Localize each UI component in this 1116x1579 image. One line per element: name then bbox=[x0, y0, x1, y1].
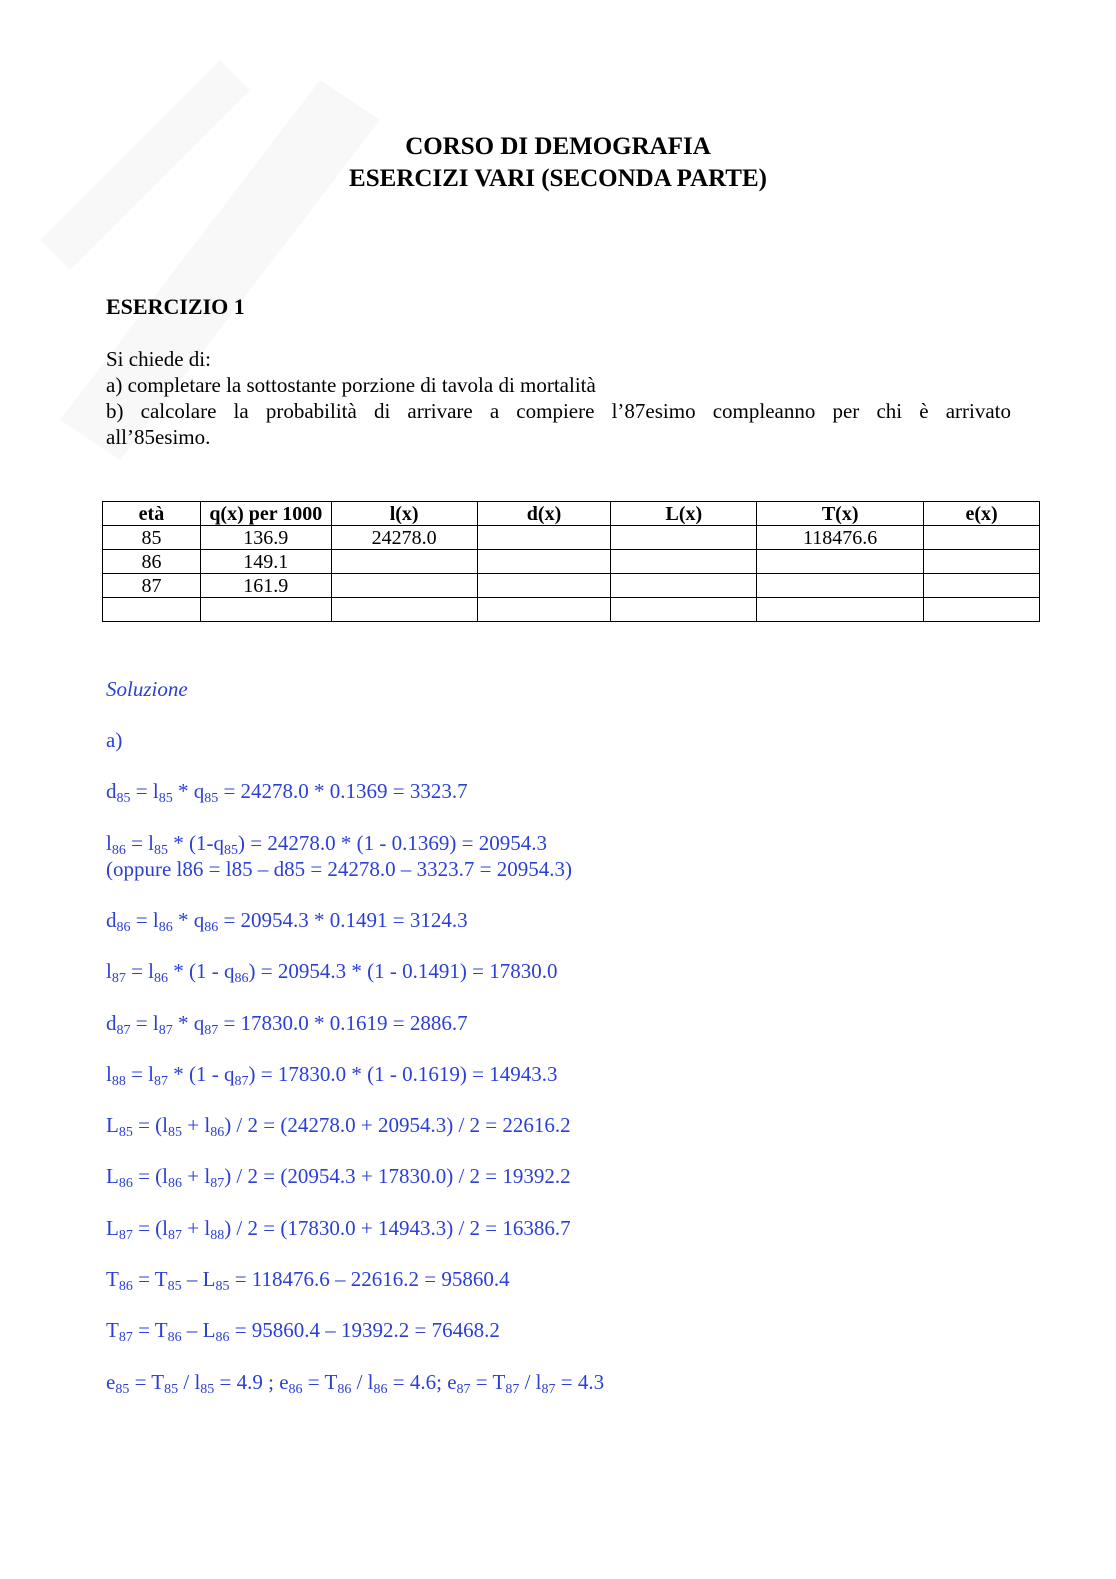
table-cell bbox=[103, 598, 201, 622]
table-cell bbox=[611, 598, 757, 622]
table-header-cell: e(x) bbox=[924, 502, 1040, 526]
solution-formula: (oppure l86 = l85 – d85 = 24278.0 – 3323.7 = 20954.3) bbox=[106, 857, 572, 881]
table-cell: 87 bbox=[103, 574, 201, 598]
table-cell: 149.1 bbox=[200, 550, 331, 574]
table-header-cell: L(x) bbox=[611, 502, 757, 526]
solution-formula: $l_{88} = l_{87} * (1 - q_{87}) = 17830.0 * (1 - 0.1619) = 14943.3$ bbox=[106, 1062, 558, 1089]
exercise-item-b-line2: all’85esimo. bbox=[106, 425, 211, 449]
solution-formula: $d_{86} = l_{86} * q_{86} = 20954.3 * 0.1491 = 3124.3$ bbox=[106, 908, 468, 935]
table-row bbox=[103, 526, 1040, 550]
exercise-item-b-line1: b) calcolare la probabilità di arrivare a compiere l’87esimo compleanno per chi è arrivato bbox=[106, 399, 1011, 423]
table-cell bbox=[200, 598, 331, 622]
table-cell bbox=[331, 598, 477, 622]
solution-formula: $L_{87} = (l_{87} + l_{88}) / 2 = (17830.0 + 14943.3) / 2 = 16386.7$ bbox=[106, 1216, 571, 1243]
table-cell bbox=[477, 598, 611, 622]
solution-formula: $d_{85} = l_{85} * q_{85} = 24278.0 * 0.1369 = 3323.7$ bbox=[106, 779, 468, 806]
table-cell bbox=[757, 550, 924, 574]
table-cell: 86 bbox=[103, 550, 201, 574]
document-subtitle: ESERCIZI VARI (SECONDA PARTE) bbox=[349, 165, 767, 192]
table-cell bbox=[924, 550, 1040, 574]
table-cell bbox=[611, 550, 757, 574]
table-cell bbox=[331, 574, 477, 598]
solution-formula: $T_{87} = T_{86} - L_{86} = 95860.4 - 19392.2 = 76468.2$ bbox=[106, 1318, 500, 1345]
exercise-intro: Si chiede di: bbox=[106, 347, 211, 371]
table-header-cell: T(x) bbox=[757, 502, 924, 526]
solution-formula: $L_{86} = (l_{86} + l_{87}) / 2 = (20954.3 + 17830.0) / 2 = 19392.2$ bbox=[106, 1164, 571, 1191]
table-cell: 136.9 bbox=[200, 526, 331, 550]
table-cell bbox=[611, 526, 757, 550]
table-cell bbox=[924, 574, 1040, 598]
solution-formula: $l_{86} = l_{85} * (1-q_{85}) = 24278.0 * (1 - 0.1369) = 20954.3$ bbox=[106, 831, 547, 858]
table-cell: 24278.0 bbox=[331, 526, 477, 550]
mortality-table bbox=[102, 501, 1040, 622]
table-row bbox=[103, 574, 1040, 598]
solution-formula: $l_{87} = l_{86} * (1 - q_{86}) = 20954.3 * (1 - 0.1491) = 17830.0$ bbox=[106, 959, 558, 986]
table-header-cell: età bbox=[103, 502, 201, 526]
table-cell: 161.9 bbox=[200, 574, 331, 598]
table-cell bbox=[477, 574, 611, 598]
table-cell: 118476.6 bbox=[757, 526, 924, 550]
solution-formula: $d_{87} = l_{87} * q_{87} = 17830.0 * 0.1619 = 2886.7$ bbox=[106, 1011, 468, 1038]
table-header-row bbox=[103, 502, 1040, 526]
solution-heading bbox=[106, 676, 188, 702]
table-cell: 85 bbox=[103, 526, 201, 550]
table-row bbox=[103, 550, 1040, 574]
solution-part-label: a) bbox=[106, 728, 123, 752]
table-row bbox=[103, 598, 1040, 622]
table-cell bbox=[331, 550, 477, 574]
exercise-item-a: a) completare la sottostante porzione di tavola di mortalità bbox=[106, 373, 596, 397]
table-cell bbox=[924, 598, 1040, 622]
table-header-cell: q(x) per 1000 bbox=[200, 502, 331, 526]
exercise-heading: ESERCIZIO 1 bbox=[106, 294, 245, 319]
table-cell bbox=[611, 574, 757, 598]
table-header-cell: d(x) bbox=[477, 502, 611, 526]
table-cell bbox=[477, 550, 611, 574]
solution-formula: $T_{86} = T_{85} - L_{85} = 118476.6 - 22616.2 = 95860.4$ bbox=[106, 1267, 510, 1294]
solution-formula: $e_{85} = T_{85} / l_{85} = 4.9$ ; $e_{86} = T_{86} / l_{86} = 4.6$; $e_{87} = T_{87} / l_{87} = 4.3$ bbox=[106, 1370, 605, 1397]
table-cell bbox=[924, 526, 1040, 550]
solution-heading-text: Soluzione bbox=[106, 677, 188, 701]
document-title: CORSO DI DEMOGRAFIA bbox=[405, 133, 711, 160]
table-cell bbox=[477, 526, 611, 550]
table-cell bbox=[757, 574, 924, 598]
table-cell bbox=[757, 598, 924, 622]
table-header-cell: l(x) bbox=[331, 502, 477, 526]
solution-formula: $L_{85} = (l_{85} + l_{86}) / 2 = (24278.0 + 20954.3) / 2 = 22616.2$ bbox=[106, 1113, 571, 1140]
